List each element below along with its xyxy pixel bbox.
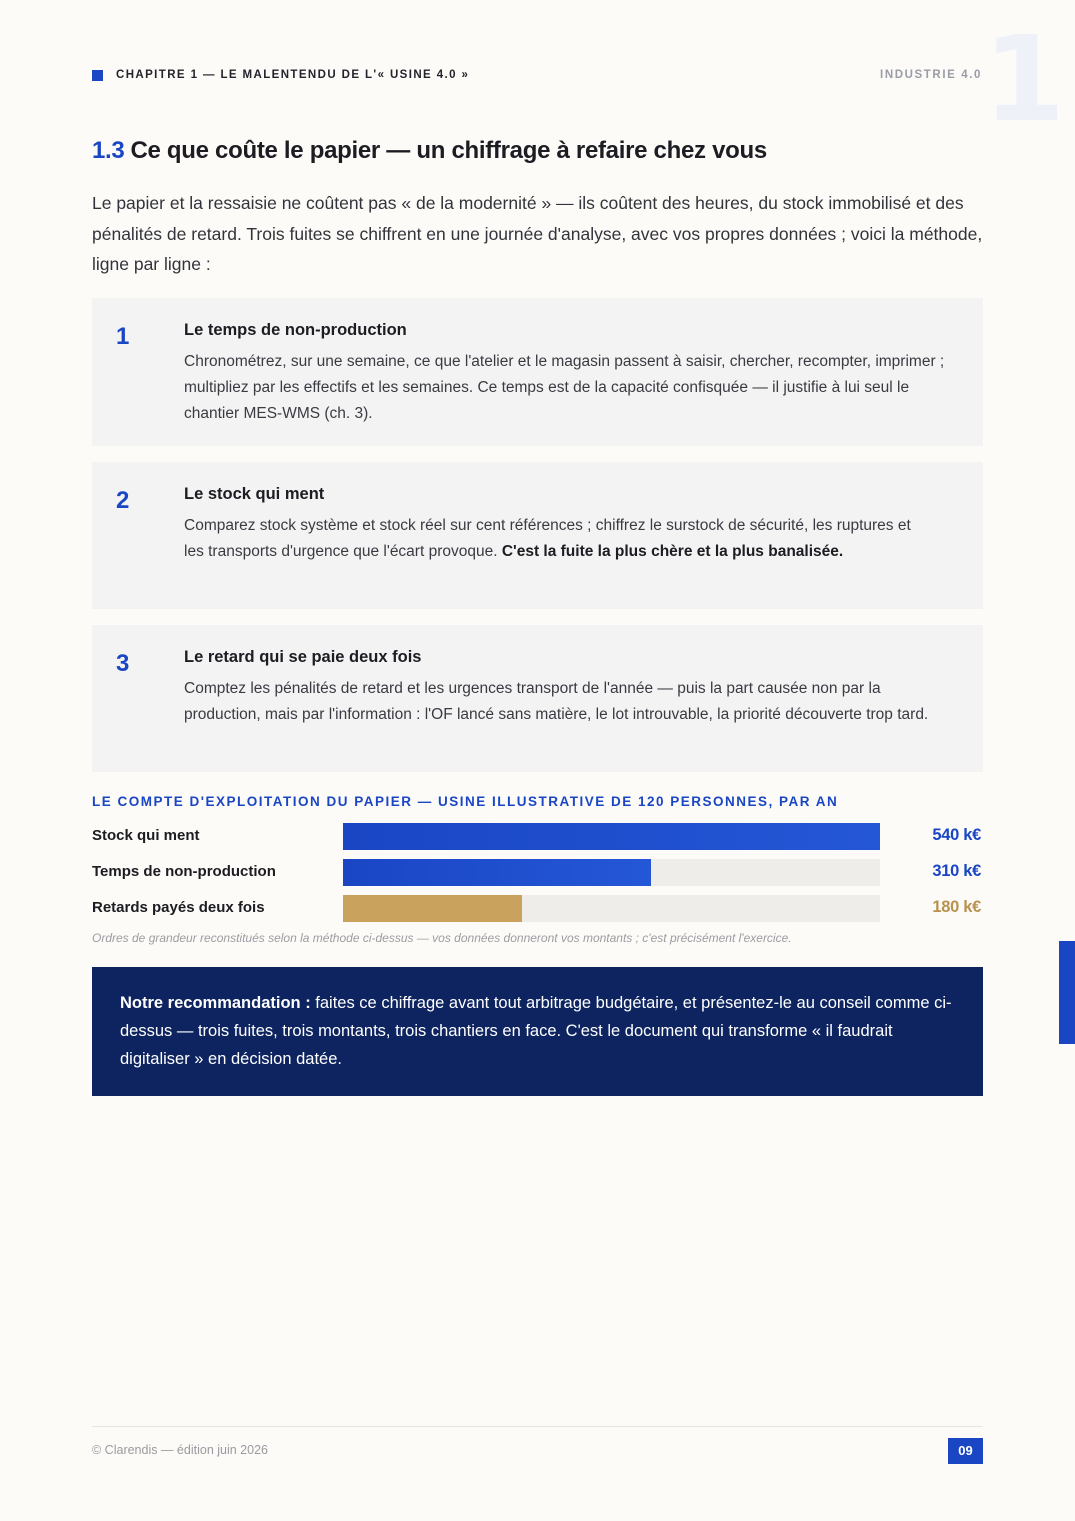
card-title: Le retard qui se paie deux fois (184, 648, 422, 666)
card-title: Le stock qui ment (184, 485, 325, 503)
card-number: 1 (116, 323, 130, 350)
section-title-text: Ce que coûte le papier — un chiffrage à refaire chez vous (130, 137, 767, 164)
bar-value-label: 180 k€ (932, 898, 981, 916)
leak-card-1 (92, 298, 983, 446)
chapter-marker-icon (92, 70, 103, 81)
recommendation-box (92, 967, 983, 1096)
card-body (184, 513, 914, 565)
bar-track (343, 895, 880, 922)
leak-card-3 (92, 625, 983, 772)
bar (343, 823, 880, 850)
section-title (92, 137, 992, 165)
bar-value-label: 540 k€ (932, 826, 981, 844)
intro-paragraph: Le papier et la ressaisie ne coûtent pas « de la modernité » — ils coûtent des heures, du stock immobilisé et des pénalités de retard. Trois fuites se chiffrent en une journée d'analyse, avec vos propres données ; voici la méthode, ligne par ligne : (92, 193, 983, 274)
page-number: 09 (948, 1438, 983, 1464)
chart-note: Ordres de grandeur reconstitués selon la méthode ci-dessus — vos données donneront vos montants ; c'est précisément l'exercice. (92, 931, 792, 945)
recommendation-lead: Notre recommandation : (120, 994, 311, 1012)
footer-divider (92, 1426, 983, 1427)
chapter-label: CHAPITRE 1 — LE MALENTENDU DE L'« USINE 4.0 » (116, 69, 470, 81)
card-body-text: Comptez les pénalités de retard et les urgences transport de l'année — puis la part causée non par la production, mais par l'information : l'OF lancé sans matière, le lot introuvable, la priorité découverte trop tard. (184, 680, 929, 723)
running-header (92, 66, 982, 84)
card-body (184, 676, 959, 728)
bar-row (92, 895, 983, 922)
card-body-text: Comparez stock système et stock réel sur cent références ; chiffrez le surstock de sécurité, les ruptures et les transports d'urgence que l'écart provoque. (184, 517, 911, 560)
bar-row (92, 859, 983, 886)
card-number: 2 (116, 487, 130, 514)
card-body-emphasis: C'est la fuite la plus chère et la plus banalisée. (501, 542, 844, 560)
card-body (184, 349, 959, 426)
chapter-big-number: 1 (983, 10, 1066, 148)
footer-copyright: © Clarendis — édition juin 2026 (92, 1443, 268, 1457)
bar-value-label: 310 k€ (932, 862, 981, 880)
chapter-side-tab (1059, 941, 1075, 1044)
bar-category-label: Stock qui ment (92, 827, 200, 844)
header-left (92, 69, 469, 81)
bar-category-label: Retards payés deux fois (92, 899, 265, 916)
bar (343, 895, 522, 922)
recommendation-text: faites ce chiffrage avant tout arbitrage budgétaire, et présentez-le au conseil comme ci-dessus — trois fuites, trois montants, trois chantiers en face. C'est le document qui transforme « il faudrait digitaliser » en décision datée. (120, 994, 952, 1068)
chart-title: LE COMPTE D'EXPLOITATION DU PAPIER — USINE ILLUSTRATIVE DE 120 PERSONNES, PAR AN (92, 794, 839, 809)
card-body-text: Chronométrez, sur une semaine, ce que l'atelier et le magasin passent à saisir, chercher, recompter, imprimer ; multipliez par les effectifs et les semaines. Ce temps est de la capacité confisquée — il justifie à lui seul le chantier MES-WMS (ch. 3). (184, 353, 945, 422)
bar (343, 859, 651, 886)
card-title: Le temps de non-production (184, 321, 407, 339)
bar-track (343, 859, 880, 886)
bar-row (92, 823, 983, 850)
bar-track (343, 823, 880, 850)
leak-card-2 (92, 462, 983, 609)
card-number: 3 (116, 650, 130, 677)
bar-category-label: Temps de non-production (92, 863, 276, 880)
series-label: INDUSTRIE 4.0 (880, 69, 982, 81)
section-number: 1.3 (92, 137, 125, 164)
